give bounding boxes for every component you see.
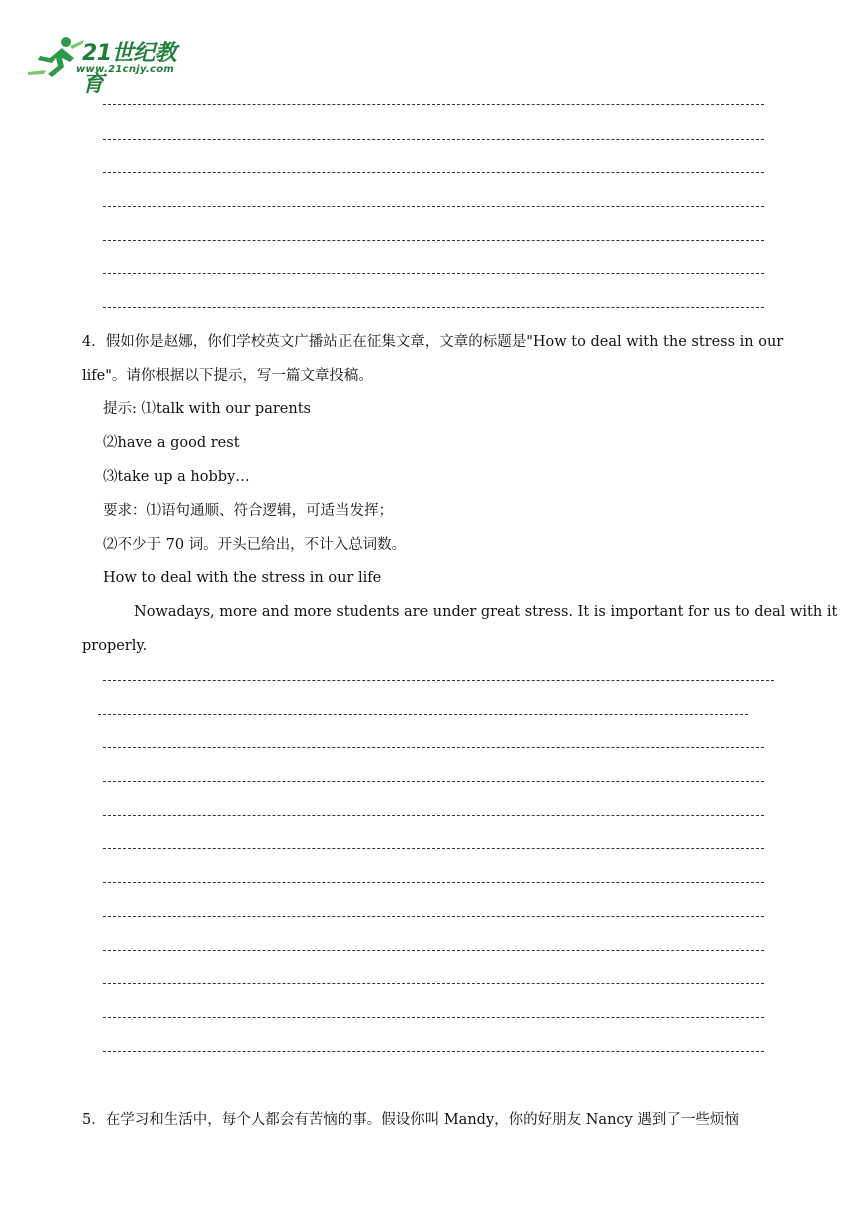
answer-line (103, 848, 764, 850)
hint-2: ⑵have a good rest (103, 435, 240, 451)
hint-3: ⑶take up a hobby… (103, 469, 250, 485)
answer-line (103, 172, 764, 174)
logo-url-text: www.21cnjy.com (76, 64, 175, 75)
question-4-text-line-1: 4．假如你是赵娜，你们学校英文广播站正在征集文章，文章的标题是"How to deal with the stress in our (82, 334, 784, 350)
answer-line (103, 983, 764, 985)
answer-line (103, 815, 764, 817)
site-logo (26, 34, 196, 97)
essay-opening-line-1: Nowadays, more and more students are under great stress. It is important for us to deal with it (134, 604, 838, 620)
hint-1: 提示: ⑴talk with our parents (103, 401, 311, 417)
essay-title: How to deal with the stress in our life (103, 570, 382, 586)
answer-line (103, 747, 764, 749)
logo-brand-text: 21世纪教育 (82, 41, 177, 97)
answer-line (103, 139, 764, 141)
answer-line (103, 206, 764, 208)
question-5-text-line-1: 5．在学习和生活中，每个人都会有苦恼的事。假设你叫 Mandy，你的好朋友 Nancy 遇到了一些烦恼 (82, 1112, 739, 1128)
answer-line (103, 104, 764, 106)
answer-line (103, 240, 764, 242)
requirement-2: ⑵不少于 70 词。开头已给出，不计入总词数。 (103, 537, 407, 553)
answer-line (103, 1051, 764, 1053)
question-4-text-line-2: life"。请你根据以下提示，写一篇文章投稿。 (82, 368, 373, 384)
answer-line (103, 781, 764, 783)
answer-line (103, 307, 764, 309)
answer-line (103, 916, 764, 918)
answer-line (103, 882, 764, 884)
essay-opening-line-2: properly. (82, 638, 148, 654)
answer-line (103, 680, 774, 682)
answer-line (103, 273, 764, 275)
answer-line (103, 1017, 764, 1019)
answer-line (98, 714, 748, 716)
answer-line (103, 950, 764, 952)
requirement-1: 要求：⑴语句通顺、符合逻辑，可适当发挥； (103, 503, 393, 519)
